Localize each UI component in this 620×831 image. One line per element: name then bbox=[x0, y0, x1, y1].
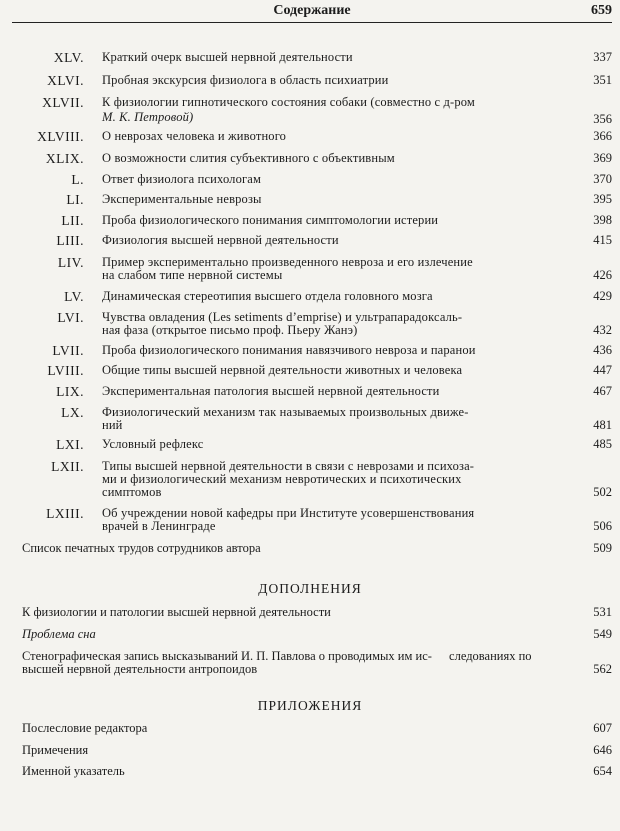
entry-title: Физиология высшей нервной деятельности bbox=[102, 233, 339, 247]
entry-page: 366 bbox=[593, 129, 612, 143]
chapter-number: LVI. bbox=[57, 310, 84, 325]
chapter-number: XLVIII. bbox=[37, 129, 84, 144]
entry-page: 607 bbox=[593, 721, 612, 735]
entry-page: 531 bbox=[593, 605, 612, 619]
chapter-number: LV. bbox=[64, 289, 84, 304]
chapter-number: LIX. bbox=[56, 384, 84, 399]
entry-title: Краткий очерк высшей нервной деятельности bbox=[102, 50, 353, 64]
entry-title: Послесловие редактора bbox=[22, 721, 148, 735]
entry-title: Пример экспериментально произведенного невроза и его излечение bbox=[102, 255, 473, 269]
entry-title-cont: врачей в Ленинграде bbox=[102, 519, 216, 533]
entry-page: 485 bbox=[593, 437, 612, 451]
entry-title-cont: ний bbox=[102, 418, 123, 432]
entry-page: 481 bbox=[593, 418, 612, 432]
entry-title: Ответ физиолога психологам bbox=[102, 172, 262, 186]
entry-title: Пробная экскурсия физиолога в область психиатрии bbox=[102, 73, 389, 87]
entry-title: Проба физиологического понимания симптомологии истерии bbox=[102, 213, 439, 227]
entry-page: 426 bbox=[593, 268, 612, 282]
entry-page: 447 bbox=[593, 363, 612, 377]
entry-page: 467 bbox=[593, 384, 612, 398]
chapter-number: XLVI. bbox=[47, 73, 84, 88]
entry-title: К физиологии гипнотического состояния собаки (совместно с д-ром bbox=[102, 95, 475, 109]
chapter-number: XLV. bbox=[53, 50, 84, 65]
entry-title-cont: ми и физиологический механизм невротических и психотических bbox=[102, 472, 462, 486]
entry-title: Условный рефлекс bbox=[102, 437, 204, 451]
entry-title: Об учреждении новой кафедры при Институте усовершенствования bbox=[102, 506, 475, 520]
chapter-number: LIII. bbox=[56, 233, 84, 248]
entry-page: 395 bbox=[593, 192, 612, 206]
entry-title: Проба физиологического понимания навязчивого невроза и паранои bbox=[102, 343, 476, 357]
entry-page: 398 bbox=[593, 213, 612, 227]
chapter-number: LII. bbox=[61, 213, 84, 228]
entry-page: 432 bbox=[593, 323, 612, 337]
entry-page: 337 bbox=[593, 50, 612, 64]
entry-title: Стенографическая запись высказываний И. П. Павлова о проводимых им ис- bbox=[22, 649, 432, 663]
chapter-number: LXIII. bbox=[46, 506, 84, 521]
entry-title: Чувства овладения (Les setiments d’emprise) и ультрапарадоксаль- bbox=[102, 310, 463, 324]
entry-title-cont: ная фаза (открытое письмо проф. Пьеру Жанэ) bbox=[102, 323, 358, 337]
entry-title: Общие типы высшей нервной деятельности животных и человека bbox=[102, 363, 463, 377]
entry-title: Список печатных трудов сотрудников автора bbox=[22, 541, 261, 555]
entry-page: 356 bbox=[593, 112, 612, 126]
entry-title: Экспериментальные неврозы bbox=[102, 192, 262, 206]
entry-page: 509 bbox=[593, 541, 612, 555]
entry-page: 415 bbox=[593, 233, 612, 247]
chapter-number: XLIX. bbox=[45, 151, 84, 166]
entry-page: 646 bbox=[593, 743, 612, 757]
chapter-number: LI. bbox=[66, 192, 84, 207]
entry-title-italic: М. К. Петровой) bbox=[102, 110, 194, 124]
entry-title: Именной указатель bbox=[22, 764, 125, 778]
chapter-number: XLVII. bbox=[42, 95, 84, 110]
entry-title: О неврозах человека и животного bbox=[102, 129, 287, 143]
page-header bbox=[12, 0, 612, 23]
chapter-number: LVIII. bbox=[47, 363, 84, 378]
entry-title: Типы высшей нервной деятельности в связи с неврозами и психоза- bbox=[102, 459, 475, 473]
entry-title: К физиологии и патологии высшей нервной деятельности bbox=[22, 605, 331, 619]
entry-page: 654 bbox=[593, 764, 612, 778]
entry-page: 502 bbox=[593, 485, 612, 499]
entry-page: 436 bbox=[593, 343, 612, 357]
chapter-number: LX. bbox=[61, 405, 84, 420]
chapter-number: LVII. bbox=[52, 343, 84, 358]
entry-page: 429 bbox=[593, 289, 612, 303]
entry-page: 351 bbox=[593, 73, 612, 87]
page-number: 659 bbox=[591, 3, 612, 18]
entry-page: 549 bbox=[593, 627, 612, 641]
section-heading-appendices: ПРИЛОЖЕНИЯ bbox=[257, 698, 363, 713]
entry-title: О возможности слития субъективного с объективным bbox=[102, 151, 395, 165]
entry-page: 369 bbox=[593, 151, 612, 165]
chapter-number: L. bbox=[71, 172, 84, 187]
chapter-number: LIV. bbox=[57, 255, 84, 270]
section-heading-supplements: ДОПОЛНЕНИЯ bbox=[258, 581, 362, 596]
page-title: Содержание bbox=[273, 3, 351, 18]
entry-title: Экспериментальная патология высшей нервной деятельности bbox=[102, 384, 440, 398]
entry-page: 562 bbox=[593, 662, 612, 676]
entry-title: Физиологический механизм так называемых произвольных движе- bbox=[102, 405, 469, 419]
entry-page: 506 bbox=[593, 519, 612, 533]
chapter-number: LXII. bbox=[51, 459, 84, 474]
entry-title: Примечения bbox=[22, 743, 89, 757]
entry-title-cont: симптомов bbox=[102, 485, 162, 499]
entry-page: 370 bbox=[593, 172, 612, 186]
entry-title: Проблема сна bbox=[22, 627, 96, 641]
entry-title-cont: следованиях по высшей нервной деятельности антропоидов bbox=[22, 649, 532, 676]
chapter-number: LXI. bbox=[56, 437, 84, 452]
entry-title-cont: на слабом типе нервной системы bbox=[102, 268, 283, 282]
entry-title: Динамическая стереотипия высшего отдела головного мозга bbox=[102, 289, 433, 303]
